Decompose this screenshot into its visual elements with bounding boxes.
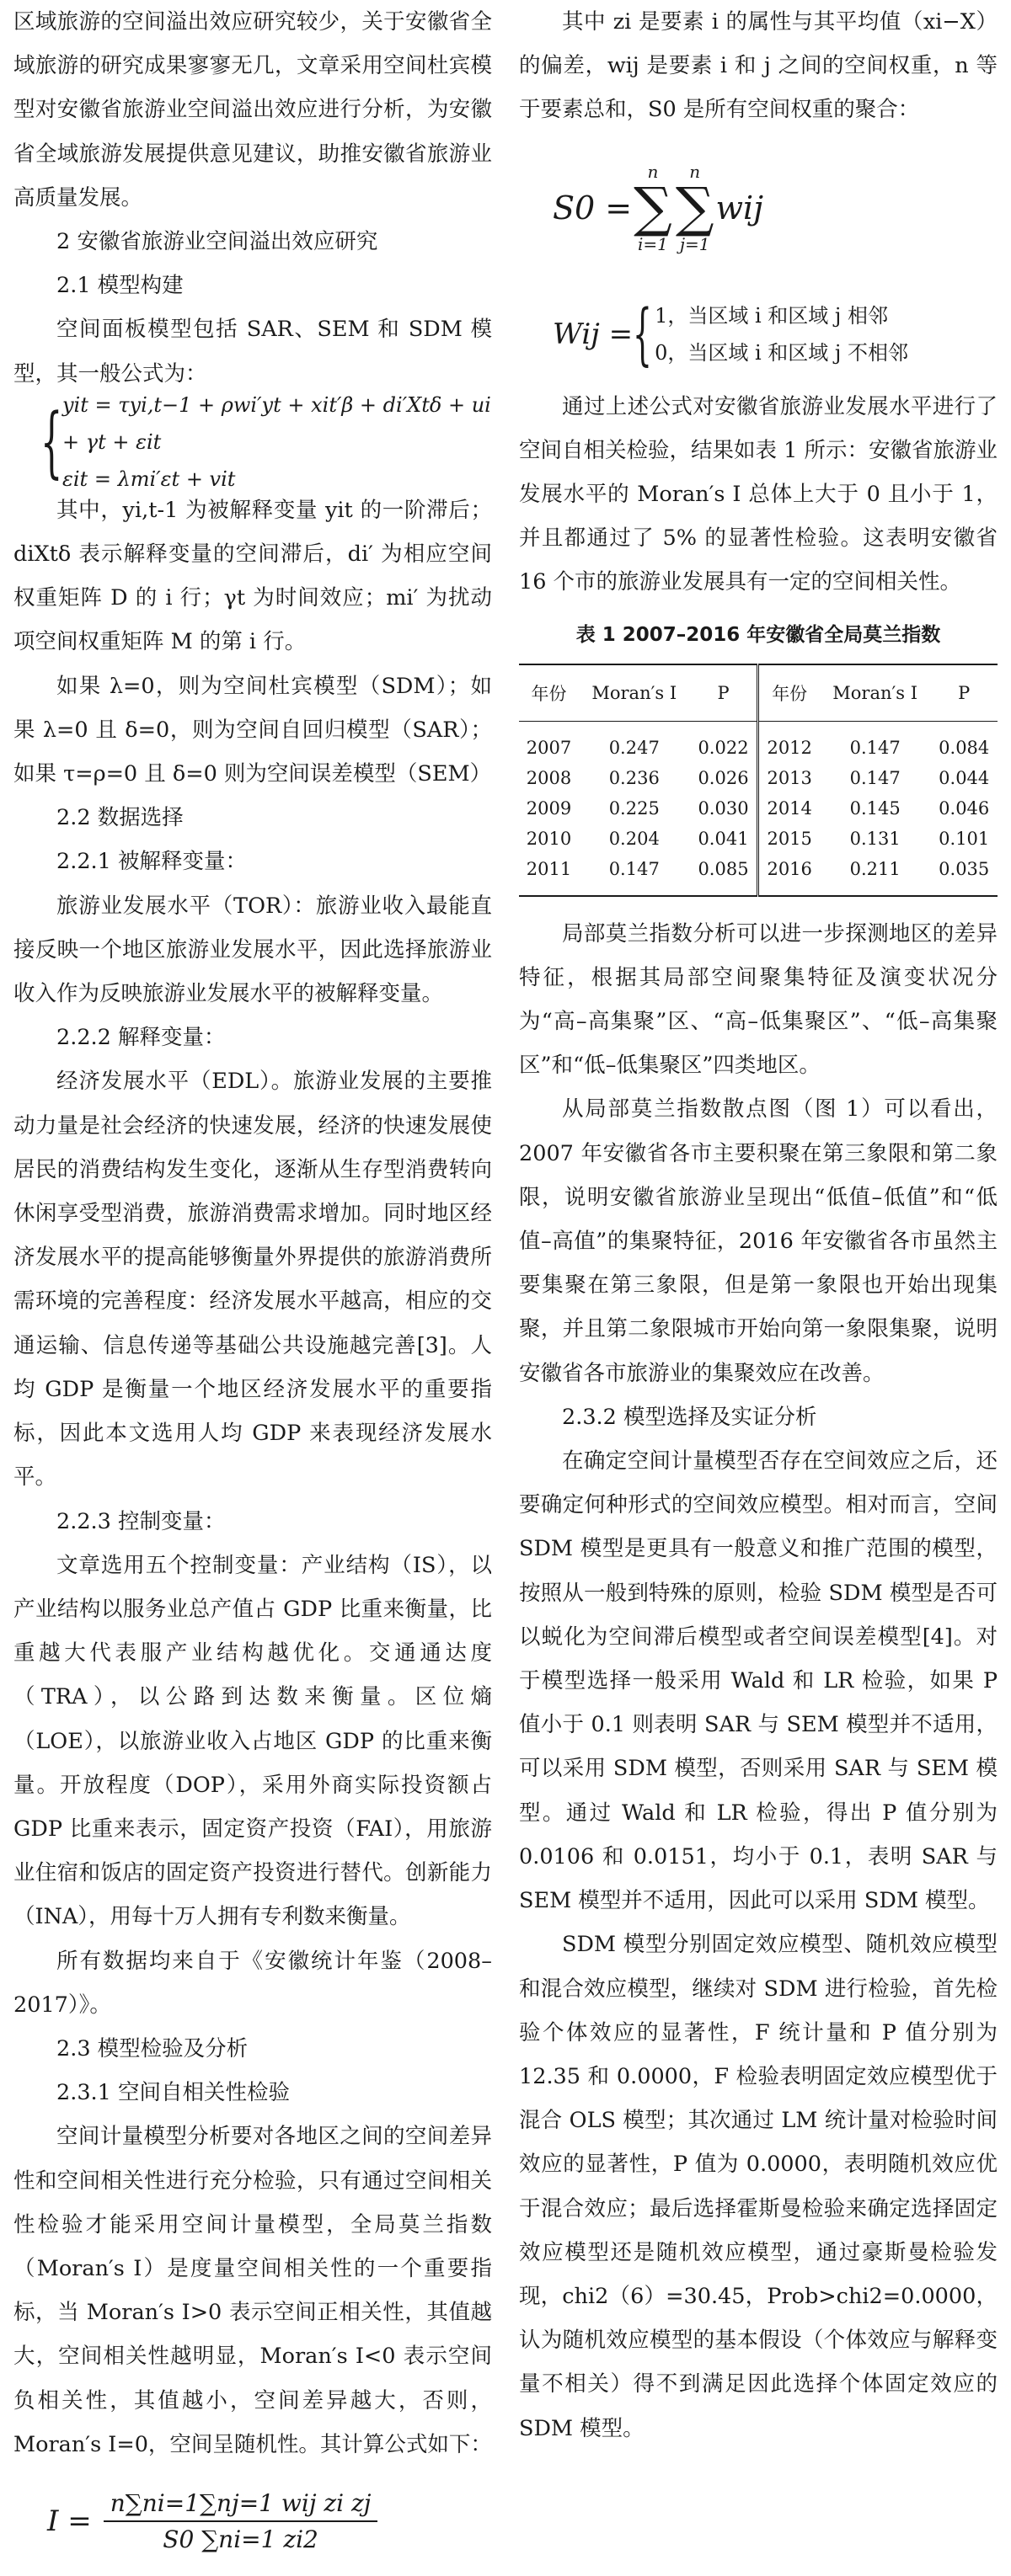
moran-paragraph: 空间计量模型分析要对各地区之间的空间差异性和空间相关性进行充分检验，只有通过空间相关性检验才能采用空间计量模型，全局莫兰指数（Moran′s I）是度量空间相关性的一个重要指标，当 Moran′s I>0 表示空间正相关性，其值越大，空间相关性越明显，Moran′s I<0 表示空间负相关性，其值越小，空间差异越大，否则，Moran′s I=0，空间呈随机性。其计算公式如下： [13, 2124, 492, 2457]
table-header-cell: P [930, 664, 998, 722]
test-paragraph: 通过上述公式对安徽省旅游业发展水平进行了空间自相关检验，结果如表 1 所示：安徽省旅游业发展水平的 Moran′s I 总体上大于 0 且小于 1，并且都通过了 5% 的显著性检验。这表明安徽省 16 个市的旅游业发展具有一定的空间相关性。 [519, 393, 998, 595]
equation-brace: { [40, 396, 63, 487]
table-cell: 0.147 [849, 767, 901, 788]
table-row [519, 721, 998, 763]
section-heading-2-3: 2.3 模型检验及分析 [56, 2035, 249, 2061]
table-cell: 2010 [526, 828, 572, 849]
table-cell: 2008 [526, 767, 572, 788]
table-row [519, 854, 998, 896]
section-heading-2-2: 2.2 数据选择 [56, 805, 184, 831]
sum-j-upper: n [689, 161, 701, 182]
local-moran-paragraph: 局部莫兰指数分析可以进一步探测地区的差异特征，根据其局部空间聚集特征及演变状况分为“高–高集聚”区、“高–低集聚区”、“低–高集聚区”和“低–低集聚区”四类地区。 [519, 920, 998, 1079]
table-cell: 2014 [758, 793, 820, 824]
panel-model-equation [13, 392, 492, 491]
lambda-paragraph: 如果 λ=0，则为空间杜宾模型（SDM）；如果 λ=0 且 δ=0，则为空间自回归模型（SAR）；如果 τ=ρ=0 且 δ=0 则为空间误差模型（SEM） [13, 673, 492, 787]
s0-formula-term: wij [715, 189, 763, 227]
sum-j-lower: j=1 [679, 233, 710, 254]
weight-case-2: 0，当区域 i 和区域 j 不相邻 [655, 340, 908, 365]
model-selection-paragraph: 在确定空间计量模型否存在空间效应之后，还要确定何种形式的空间效应模型。相对而言，空间 SDM 模型是更具有一般意义和推广范围的模型，按照从一般到特殊的原则，检验 SDM 模型是否可以蜕化为空间滞后模型或者空间误差模型[4]。对于模型选择一般采用 Wald 和 LR 检验，如果 P 值小于 0.1 则表明 SAR 与 SEM 模型并不适用，可以采用 SDM 模型，否则采用 SAR 与 SEM 模型。通过 Wald 和 LR 检验，得出 P 值分别为 0.0106 和 0.0151，均小于 0.1，表明 SAR 与 SEM 模型并不适用，因此可以采用 SDM 模型。 [519, 1448, 998, 1914]
section-heading-2-2-1: 2.2.1 被解释变量： [56, 849, 247, 875]
equation-line-2: εit = λmi′εt + vit [62, 467, 236, 491]
table-cell: 0.236 [608, 767, 660, 788]
table-cell: 2011 [519, 854, 579, 896]
table-cell: 0.101 [939, 828, 990, 849]
table-cell: 0.035 [930, 854, 998, 896]
edl-paragraph: 经济发展水平（EDL）。旅游业发展的主要推动力量是社会经济的快速发展，经济的快速发展使居民的消费结构发生变化，逐渐从生存型消费转向休闲享受型消费，旅游消费需求增加。同时地区经济发展水平的提高能够衡量外界提供的旅游消费所需环境的完善程度：经济发展水平越高，相应的交通运输、信息传递等基础公共设施越完善[3]。人均 GDP 是衡量一个地区经济发展水平的重要指标，因此本文选用人均 GDP 来表现经济发展水平。 [13, 1069, 492, 1491]
table-cell: 2012 [758, 721, 820, 763]
table-row [519, 793, 998, 824]
s0-formula [519, 132, 998, 284]
moran-formula-fraction [104, 2489, 378, 2553]
table-title: 表 1 2007–2016 年安徽省全局莫兰指数 [575, 623, 941, 646]
sum-i-lower: i=1 [638, 233, 668, 254]
sigma-i-symbol: ∑ [634, 176, 672, 239]
table-header-row [519, 664, 998, 722]
table-cell: 2013 [758, 763, 820, 793]
sum-over-j [676, 161, 714, 255]
left-column [13, 0, 492, 2576]
tor-paragraph: 旅游业发展水平（TOR）：旅游业收入最能直接反映一个地区旅游业发展水平，因此选择旅游业收入作为反映旅游业发展水平的被解释变量。 [13, 893, 492, 1007]
table-cell: 0.204 [608, 828, 660, 849]
section-heading-2-2-2: 2.2.2 解释变量： [56, 1025, 226, 1051]
weight-case-1: 1，当区域 i 和区域 j 相邻 [655, 303, 888, 328]
section-heading-2-3-1: 2.3.1 空间自相关性检验 [56, 2080, 290, 2106]
table-cell: 0.041 [698, 828, 749, 849]
moran-formula-numerator: n∑ni=1∑nj=1 wij zi zj [104, 2489, 378, 2522]
table-cell: 2016 [758, 854, 820, 896]
equation-line-1: yit = τyi,t−1 + ρwi′yt + xit′β + di′Xtδ + ui + γt + εit [62, 392, 491, 454]
s0-formula-lhs: S0 = [553, 189, 633, 227]
table-header-cell: Moran′s I [820, 664, 931, 722]
moran-table [519, 664, 998, 897]
table-header-cell: 年份 [519, 664, 579, 722]
sum-i-upper: n [647, 161, 659, 182]
table-cell: 0.044 [939, 767, 990, 788]
section-heading-2-3-2: 2.3.2 模型选择及实证分析 [562, 1404, 817, 1430]
table-row [519, 763, 998, 793]
table-cell: 2009 [526, 797, 572, 819]
scatter-paragraph: 从局部莫兰指数散点图（图 1）可以看出，2007 年安徽省各市主要积聚在第三象限和第二象限，说明安徽省旅游业呈现出“低值–低值”和“低值–高值”的集聚特征，2016 年安徽省各市虽然主要集聚在第三象限，但是第一象限也开始出现集聚，并且第二象限城市开始向第一象限集聚，说明安徽省各市旅游业的集聚效应在改善。 [519, 1096, 998, 1386]
table-cell: 0.225 [608, 797, 660, 819]
section-heading-2: 2 安徽省旅游业空间溢出效应研究 [56, 229, 378, 255]
table-cell: 0.046 [939, 797, 990, 819]
right-column [519, 0, 998, 2451]
weight-formula-brace: { [633, 294, 652, 373]
weight-formula-lhs: Wij = [553, 317, 634, 351]
control-variables-paragraph: 文章选用五个控制变量：产业结构（IS），以产业结构以服务业总产值占 GDP 比重来衡量，比重越大代表服产业结构越优化。交通通达度（TRA），以公路到达数来衡量。区位熵（LOE），以旅游业收入占地区 GDP 的比重来衡量。开放程度（DOP），采用外商实际投资额占 GDP 比重来表示，固定资产投资（FAI），用旅游业住宿和饭店的固定资产投资进行替代。创新能力（INA），用每十万人拥有专利数来衡量。 [13, 1552, 492, 1930]
sigma-j-symbol: ∑ [675, 176, 714, 239]
table-cell: 0.026 [698, 767, 749, 788]
zi-paragraph: 其中 zi 是要素 i 的属性与其平均值（xi−X）的偏差，wij 是要素 i 和 j 之间的空间权重，n 等于要素总和，S0 是所有空间权重的聚合： [519, 9, 998, 123]
table-cell: 0.085 [690, 854, 758, 896]
table-cell: 0.131 [849, 828, 901, 849]
table-header-cell: 年份 [758, 664, 820, 722]
table-cell: 0.247 [608, 737, 660, 758]
moran-formula-denominator: S0 ∑ni=1 zi2 [163, 2525, 318, 2553]
table-cell: 2015 [758, 824, 820, 854]
data-source-paragraph: 所有数据均来自于《安徽统计年鉴（2008–2017）》。 [13, 1948, 492, 2018]
moran-formula [13, 2467, 492, 2576]
table-cell: 0.147 [849, 737, 901, 758]
table-cell: 0.030 [698, 797, 749, 819]
sum-over-i [634, 161, 672, 255]
where-paragraph: 其中，yi,t-1 为被解释变量 yit 的一阶滞后；diXtδ 表示解释变量的空间滞后，di′ 为相应空间权重矩阵 D 的 i 行；γt 为时间效应；mi′ 为扰动项空间权重矩阵 M 的第 i 行。 [13, 497, 492, 655]
section-heading-2-2-3: 2.2.3 控制变量： [56, 1508, 226, 1534]
intro-paragraph: 区域旅游的空间溢出效应研究较少，关于安徽省全域旅游的研究成果寥寥无几，文章采用空间杜宾模型对安徽省旅游业空间溢出效应进行分析，为安徽省全域旅游发展提供意见建议，助推安徽省旅游业高质量发展。 [13, 9, 492, 211]
moran-formula-lhs: I = [47, 2504, 92, 2538]
model-paragraph: 空间面板模型包括 SAR、SEM 和 SDM 模型，其一般公式为： [13, 317, 492, 387]
table-cell: 0.147 [579, 854, 690, 896]
table-header-cell: P [690, 664, 758, 722]
table-cell: 0.145 [849, 797, 901, 819]
table-row [519, 824, 998, 854]
table-cell: 0.022 [698, 737, 749, 758]
weight-matrix-formula [519, 284, 998, 385]
table-header-cell: Moran′s I [579, 664, 690, 722]
table-cell: 2007 [526, 737, 572, 758]
sdm-test-paragraph: SDM 模型分别固定效应模型、随机效应模型和混合效应模型，继续对 SDM 进行检验，首先检验个体效应的显著性，F 统计量和 P 值分别为 12.35 和 0.0000，F 检验表明固定效应模型优于混合 OLS 模型；其次通过 LM 统计量对检验时间效应的显著性，P 值为 0.0000，表明随机效应优于混合效应；最后选择霍斯曼检验来确定选择固定效应模型还是随机效应模型，通过豪斯曼检验发现，chi2（6）=30.45，Prob>chi2=0.0000，认为随机效应模型的基本假设（个体效应与解释变量不相关）得不到满足因此选择个体固定效应的 SDM 模型。 [519, 1932, 998, 2441]
table-cell: 0.084 [939, 737, 990, 758]
table-cell: 0.211 [820, 854, 931, 896]
section-heading-2-1: 2.1 模型构建 [56, 273, 184, 299]
